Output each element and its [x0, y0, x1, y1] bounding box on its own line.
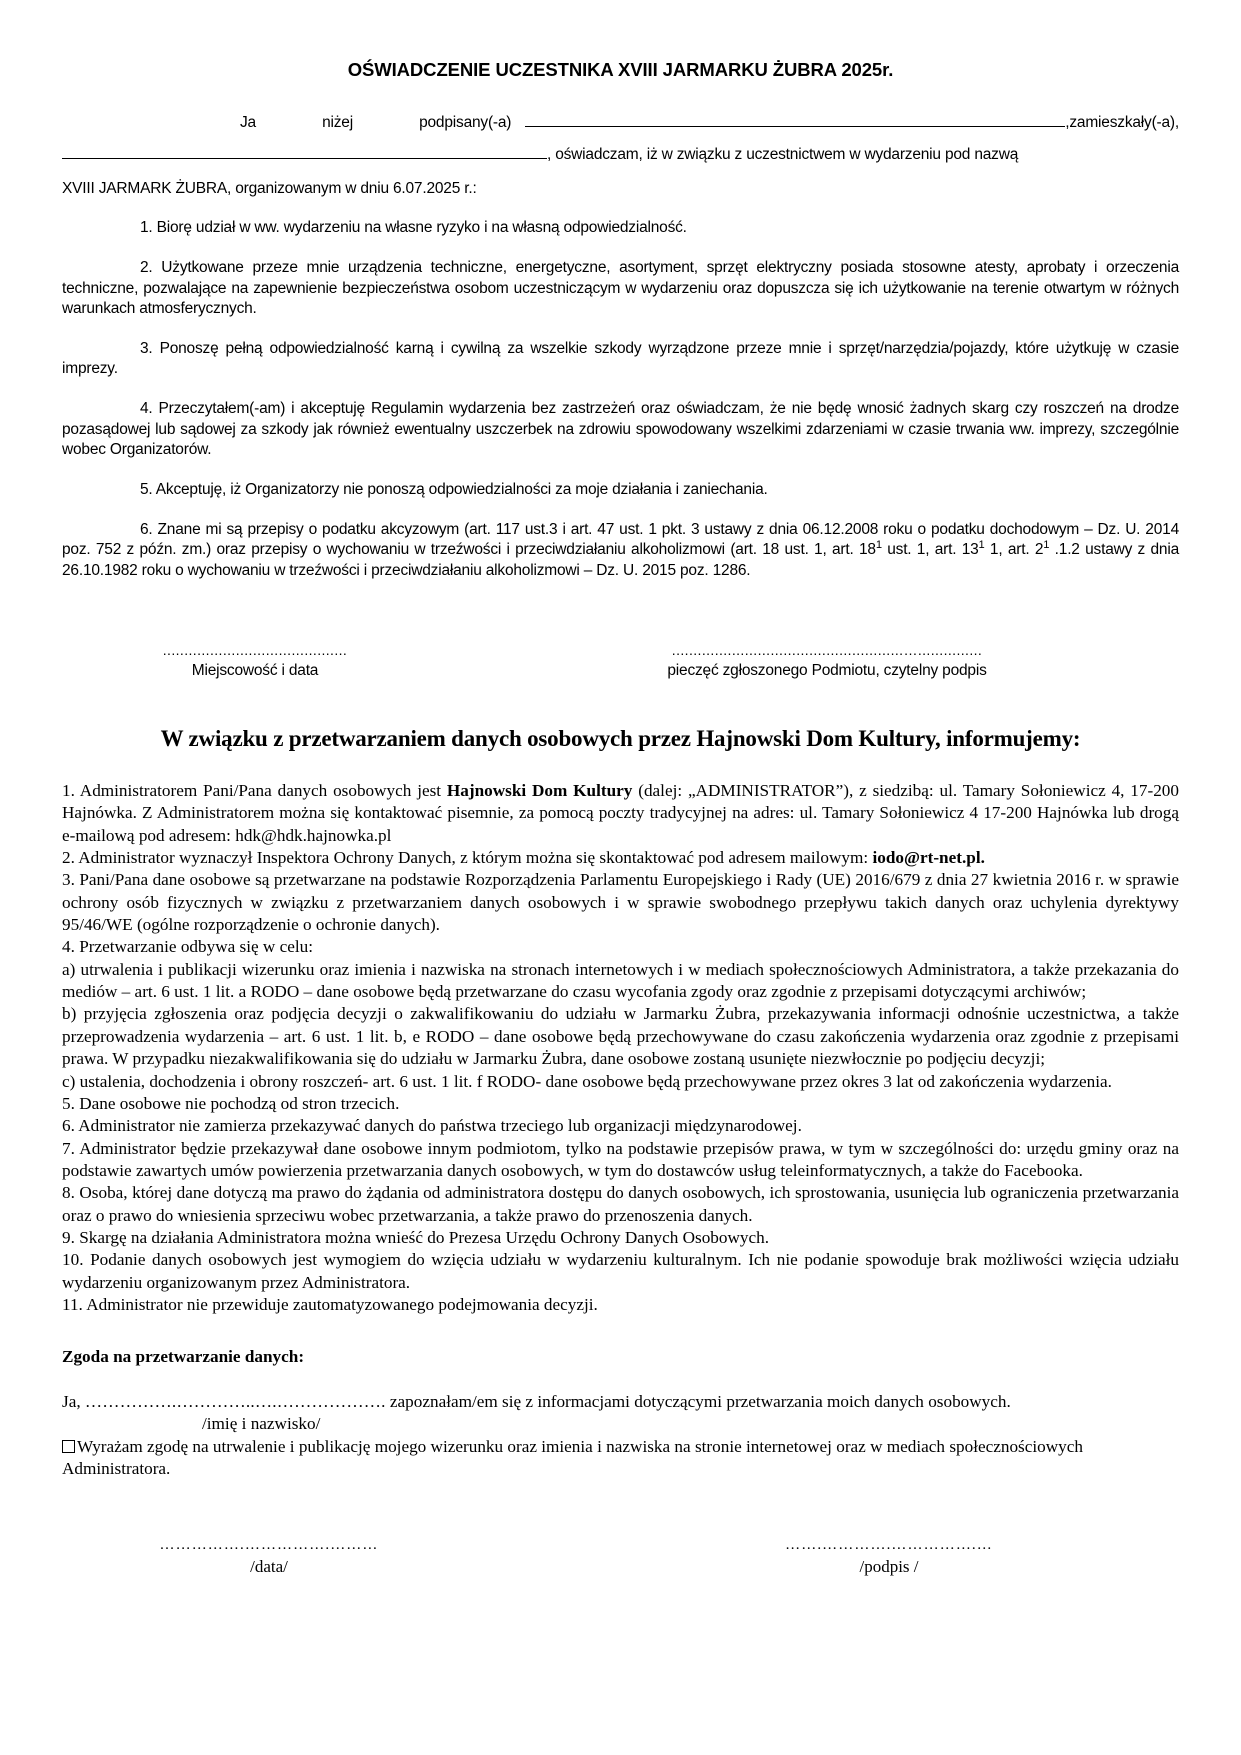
signature-dots-place-date[interactable]: ...........................................	[162, 643, 348, 658]
signature-caption-place-date: Miejscowość i data	[191, 662, 319, 680]
clause-3: 3. Ponoszę pełną odpowiedzialność karną i cywilną za wszelkie szkody wyrządzone przeze mnie i sprzęt/narzędzia/pojazdy, które użytkuję w czasie imprezy.	[62, 339, 1179, 378]
intro-word-nizej: niżej	[322, 113, 353, 131]
consent-statement-line: Ja, …………….…………..….………………. zapoznałam/em się z informacjami dotyczącymi przetwarzania moich danych osobowych.	[62, 1391, 1011, 1411]
signature-caption-signature: /podpis /	[859, 1557, 919, 1577]
signature-caption-stamp: pieczęć zgłoszonego Podmiotu, czytelny podpis	[667, 662, 987, 680]
rodo-point-4a: a) utrwalenia i publikacji wizerunku oraz imienia i nazwiska na stronach internetowych i w mediach społecznościowych Administratora, a także przekazania do mediów – art. 6 ust. 1 lit. a RODO – dane osobowe będą przetwarzane do czasu wycofania zgody oraz zgodnie z przepisami dotyczącymi archiwów;	[62, 959, 1179, 1002]
rodo-section	[62, 724, 1179, 1578]
consent-checkbox-row	[62, 1436, 1179, 1481]
clause6-superscript-1: 1	[875, 538, 882, 551]
event-name-line: XVIII JARMARK ŻUBRA, organizowanym w dniu 6.07.2025 r.:	[62, 179, 477, 197]
rodo-administrator-name: Hajnowski Dom Kultury	[446, 780, 633, 800]
rodo-point-3: 3. Pani/Pana dane osobowe są przetwarzane na podstawie Rozporządzenia Parlamentu Europejskiego i Rady (UE) 2016/679 z dnia 27 kwietnia 2016 r. w sprawie ochrony osób fizycznych w związku z przetwarzaniem danych osobowych i w sprawie swobodnego przepływu takich danych oraz uchylenia dyrektywy 95/46/WE (ogólne rozporządzenie o ochronie danych).	[62, 870, 1179, 934]
intro-comma: ,	[1065, 113, 1070, 131]
intro-lead-words	[240, 113, 511, 134]
name-fill-line[interactable]	[525, 114, 1065, 126]
signature-block-date	[104, 1538, 434, 1578]
signature-dots-signature[interactable]: …….………….…………….…	[785, 1538, 993, 1554]
clause-1: 1. Biorę udział w ww. wydarzeniu na własne ryzyko i na własną odpowiedzialność.	[140, 219, 687, 237]
rodo-heading: W związku z przetwarzaniem danych osobowych przez Hajnowski Dom Kultury, informujemy:	[160, 725, 1081, 751]
rodo-point-7: 7. Administrator będzie przekazywał dane osobowe innym podmiotom, tylko na podstawie przepisów prawa, w tym w szczególności do: urzędu gminy oraz na podstawie zawartych umów powierzenia przetwarzania danych osobowych, w tym do dostawców usług teleinformatycznych, a także do Facebooka.	[62, 1138, 1179, 1180]
intro-zamieszkaly: zamieszkały(-a),	[1069, 113, 1179, 131]
intro-line-1	[62, 113, 1179, 134]
rodo-point-1: 1. Administratorem Pani/Pana danych osobowych jest Hajnowski Dom Kultury (dalej: „ADMINISTRATOR”), z siedzibą: ul. Tamary Sołoniewicz 4, 17-200 Hajnówka. Z Administratorem można się kontaktować pisemnie, za pomocą poczty tradycyjnej na adres: ul. Tamary Sołoniewicz 4 17-200 Hajnówka lub drogą e-mailową pod adresem: hdk@hdk.hajnowka.pl	[62, 780, 1179, 845]
clause-4: 4. Przeczytałem(-am) i akceptuję Regulamin wydarzenia bez zastrzeżeń oraz oświadczam, że nie będę wnosić żadnych skarg czy roszczeń na drodze pozasądowej lub sądowej za szkody jak również ewentualny uszczerbek na zdrowiu spowodowany wszelkimi zdarzeniami w czasie trwania ww. imprezy, szczególnie wobec Organizatorów.	[62, 400, 1179, 459]
checkbox-icon[interactable]	[62, 1440, 75, 1453]
signature-row-bottom	[62, 1538, 1179, 1578]
clause6-superscript-2: 1	[978, 538, 985, 551]
rodo-point-9: 9. Skargę na działania Administratora można wnieść do Prezesa Urzędu Ochrony Danych Osobowych.	[62, 1228, 770, 1248]
clause-6: 6. Znane mi są przepisy o podatku akcyzowym (art. 117 ust.3 i art. 47 ust. 1 pkt. 3 ustawy z dnia 06.12.2008 roku o podatku dochodowym – Dz. U. 2014 poz. 752 z późn. zm.) oraz przepisy o wychowaniu w trzeźwości i przeciwdziałaniu alkoholizmowi (art. 18 ust. 1, art. $18^1$ ust. 1, art. $13^1$ 1, art. $2^1$ .1.2 ustawy z dnia 26.10.1982 roku o wychowaniu w trzeźwości i przeciwdziałaniu alkoholizmowi – Dz. U. 2015 poz. 1286.	[62, 520, 1179, 579]
rodo-point-4: 4. Przetwarzanie odbywa się w celu:	[62, 937, 314, 957]
consent-checkbox-text: Wyrażam zgodę na utrwalenie i publikację mojego wizerunku oraz imienia i nazwiska na stronie internetowej oraz w mediach społecznościowych Administratora.	[62, 1436, 1083, 1478]
signature-block-stamp	[612, 643, 1042, 682]
rodo-iod-email: iodo@rt-net.pl.	[872, 847, 985, 867]
rodo-point-5: 5. Dane osobowe nie pochodzą od stron trzecich.	[62, 1093, 400, 1113]
rodo-point-4c: c) ustalenia, dochodzenia i obrony roszczeń- art. 6 ust. 1 lit. f RODO- dane osobowe będą przechowywane przez okres 3 lat od zakończenia wydarzenia.	[62, 1071, 1112, 1091]
address-fill-line[interactable]	[62, 147, 547, 159]
intro-word-podpisany: podpisany(-a)	[419, 113, 512, 131]
rodo-body	[62, 780, 1179, 1317]
rodo-point-10: 10. Podanie danych osobowych jest wymogiem do wzięcia udziału w wydarzeniu kulturalnym. Ich nie podanie spowoduje brak możliwości wzięcia udziału wydarzeniu organizowanym przez Administratora.	[62, 1250, 1179, 1292]
consent-heading: Zgoda na przetwarzanie danych:	[62, 1347, 305, 1367]
clause-2: 2. Użytkowane przeze mnie urządzenia techniczne, energetyczne, asortyment, sprzęt elektryczny posiada stosowne atesty, aprobaty i orzeczenia techniczne, pozwalające na zapewnienie bezpieczeństwa osobom uczestniczącym w wydarzeniu oraz dopuszcza się ich użytkowanie na terenie otwartym w różnych warunkach atmosferycznych.	[62, 259, 1179, 318]
rodo-point-4b: b) przyjęcia zgłoszenia oraz podjęcia decyzji o zakwalifikowaniu do udziału w Jarmarku Żubra, przekazywania informacji odnośnie uczestnictwa, a także przeprowadzenia wydarzenia – art. 6 ust. 1 lit. b, e RODO – dane osobowe będą przechowywane do czasu zakończenia wydarzenia oraz zgodnie z przepisami prawa. W przypadku niezakwalifikowania się do udziału w Jarmarku Żubra, dane osobowe zostaną usunięte niezwłocznie po podjęciu decyzji;	[62, 1004, 1179, 1069]
rodo-point-8: 8. Osoba, której dane dotyczą ma prawo do żądania od administratora dostępu do danych osobowych, ich sprostowania, usunięcia lub ograniczenia przetwarzania oraz o prawo do wniesienia sprzeciwu wobec przetwarzania, a także prawo do przenoszenia danych.	[62, 1183, 1179, 1225]
intro-line-2	[62, 145, 1179, 166]
signature-dots-date[interactable]: …………….…………….………	[159, 1538, 379, 1554]
intro-word-ja: Ja	[240, 113, 256, 131]
rodo-point-11: 11. Administrator nie przewiduje zautomatyzowanego podejmowania decyzji.	[62, 1295, 598, 1315]
consent-name-label-row	[62, 1413, 1179, 1435]
clause-5: 5. Akceptuję, iż Organizatorzy nie ponoszą odpowiedzialności za moje działania i zaniechania.	[140, 480, 768, 498]
intro-oswiadczam: , oświadczam, iż w związku z uczestnictwem w wydarzeniu pod nazwą	[547, 146, 1019, 164]
declaration-section	[62, 58, 1179, 682]
page-title: OŚWIADCZENIE UCZESTNIKA XVIII JARMARKU ŻUBRA 2025r.	[347, 59, 894, 80]
signature-block-signature	[724, 1538, 1054, 1578]
signature-block-place-date	[90, 643, 420, 682]
signature-row-top	[62, 643, 1179, 682]
rodo-point-2: 2. Administrator wyznaczył Inspektora Ochrony Danych, z którym można się skontaktować pod adresem mailowym: iodo@rt-net.pl.	[62, 847, 985, 867]
clause6-superscript-3: 1	[1043, 538, 1050, 551]
consent-name-fill[interactable]: …………….…………..….……………….	[84, 1391, 386, 1411]
rodo-point-6: 6. Administrator nie zamierza przekazywać danych do państwa trzeciego lub organizacji międzynarodowej.	[62, 1116, 802, 1136]
signature-dots-stamp[interactable]: ......................................................…...............	[671, 643, 983, 658]
consent-name-label: /imię i nazwisko/	[202, 1414, 321, 1434]
signature-caption-date: /data/	[250, 1557, 288, 1577]
